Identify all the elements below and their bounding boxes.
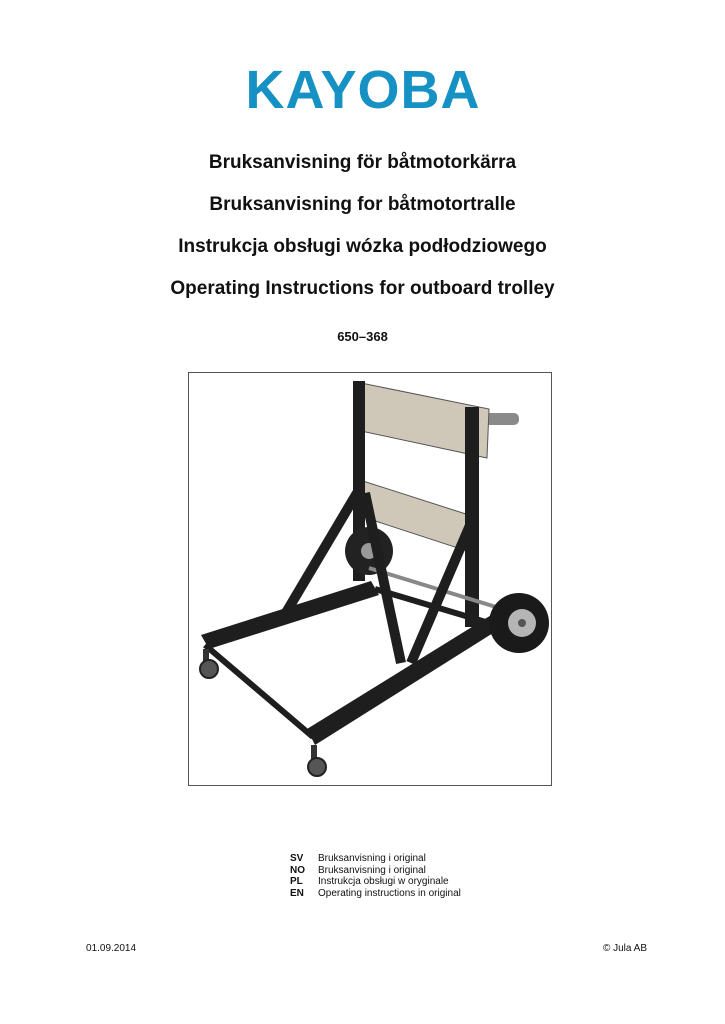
caster-wheel-front: [308, 758, 326, 776]
language-code: EN: [290, 887, 304, 899]
model-number: 650–368: [337, 329, 388, 344]
base-frame-front: [307, 609, 509, 745]
title-en: Operating Instructions for outboard trolley: [170, 278, 555, 299]
language-list: [290, 853, 461, 899]
language-row-en: [290, 888, 461, 900]
rear-wheel-right-hub: [518, 619, 526, 627]
title-sv: Bruksanvisning för båtmotorkärra: [208, 152, 517, 173]
footer-date: 01.09.2014: [86, 943, 137, 954]
language-text: Operating instructions in original: [318, 887, 461, 899]
right-post: [465, 407, 479, 627]
language-row-no: [290, 865, 461, 877]
document-titles: [0, 150, 725, 318]
product-photo: [188, 372, 552, 786]
base-frame-rail: [205, 645, 313, 737]
trolley-illustration: [189, 373, 551, 785]
language-text: Bruksanvisning i original: [318, 864, 426, 876]
language-text: Bruksanvisning i original: [318, 853, 426, 864]
kayoba-logo: [0, 60, 725, 121]
language-code: PL: [290, 876, 303, 887]
kayoba-logo-text: KAYOBA: [244, 60, 481, 116]
language-code: NO: [290, 864, 305, 876]
caster-front-mount: [311, 745, 317, 759]
language-text: Instrukcja obsługi w oryginale: [318, 876, 449, 887]
title-pl: Instrukcja obsługi wózka podłodziowego: [178, 236, 547, 257]
kayoba-logo-graphic: [228, 60, 498, 116]
language-code: SV: [290, 853, 304, 864]
language-row-pl: [290, 876, 461, 888]
title-no: Bruksanvisning for båtmotortralle: [209, 194, 516, 215]
caster-wheel-left: [200, 660, 218, 678]
language-row-sv: [290, 853, 461, 865]
base-frame-left: [201, 581, 379, 649]
footer-copyright: © Jula AB: [602, 943, 647, 954]
